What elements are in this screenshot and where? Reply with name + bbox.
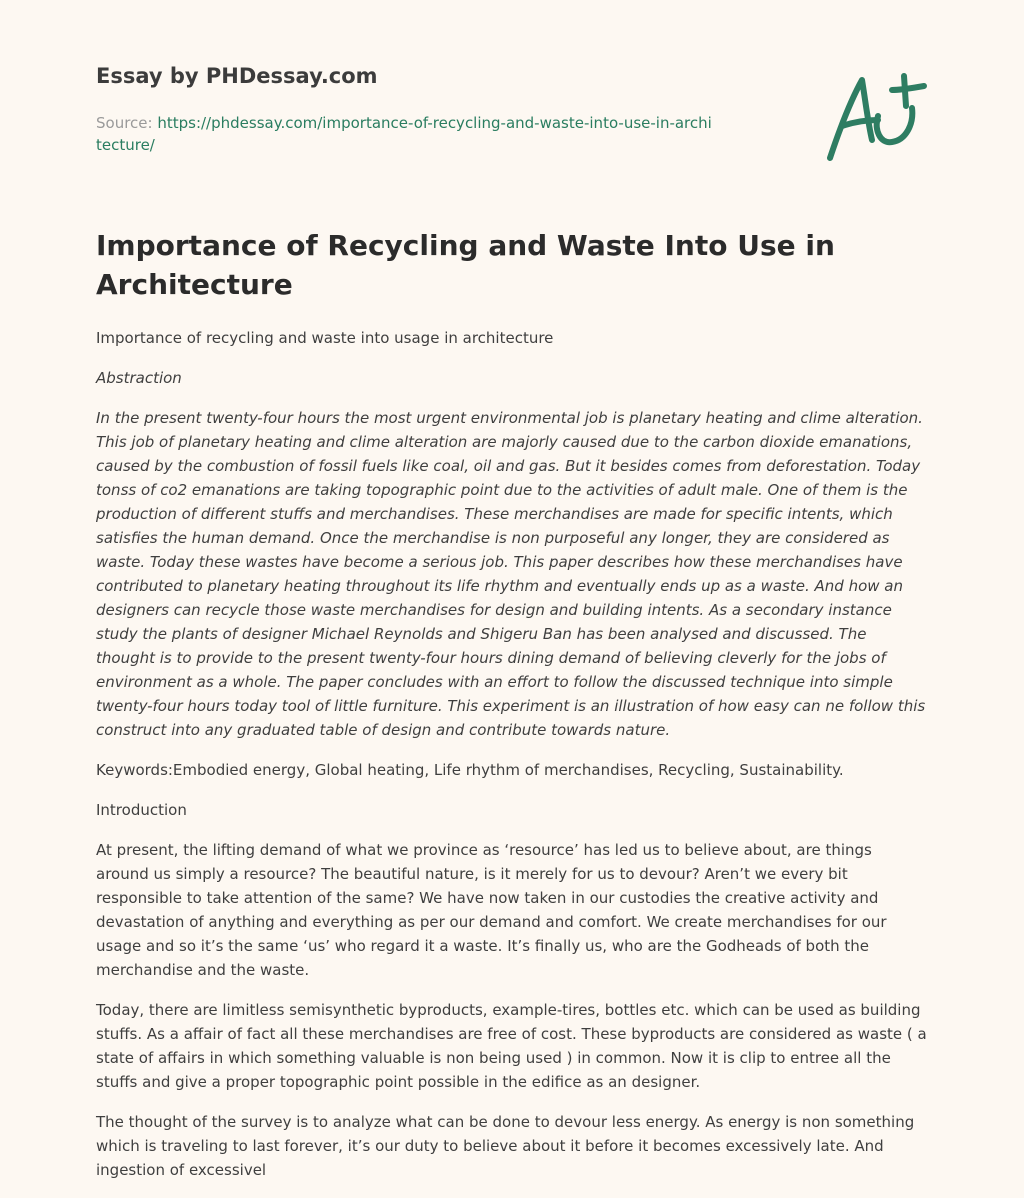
abstract-text: In the present twenty-four hours the most urgent environmental job is planetary heating and clime alteration. This job of planetary heating and clime alteration are majorly caused due to the carbon dioxide emanations, caused by the combustion of fossil fuels like coal, oil and gas. But it besides comes from deforestation. Today tonss of co2 emanations are taking topographic point due to the activities of adult male. One of them is the production of different stuffs and merchandises. These merchandises are made for specific intents, which satisfies the human demand. Once the merchandise is non purposeful any longer, they are considered as waste. Today these wastes have become a serious job. This paper describes how these merchandises have contributed to planetary heating throughout its life rhythm and eventually ends up as a waste. And how an designers can recycle those waste merchandises for design and building intents. As a secondary instance study the plants of designer Michael Reynolds and Shigeru Ban has been analysed and discussed. The thought is to provide to the present twenty-four hours dining demand of believing cleverly for the jobs of environment as a whole. The paper concludes with an effort to follow the discussed technique into simple twenty-four hours today tool of little furniture. This experiment is an illustration of how easy can ne follow this construct into any graduated table of design and contribute towards nature. xyxy=(96,409,926,739)
keywords-line: Keywords:Embodied energy, Global heating, Life rhythm of merchandises, Recycling, Sustainability. xyxy=(96,761,844,779)
introduction-heading: Introduction xyxy=(96,801,187,819)
source-link[interactable]: https://phdessay.com/importance-of-recycling-and-waste-into-use-in-architecture/ xyxy=(96,114,712,154)
site-title: Essay by PHDessay.com xyxy=(96,64,378,88)
source-label: Source: xyxy=(96,114,158,132)
body-paragraph-3: The thought of the survey is to analyze what can be done to devour less energy. As energy is non something which is traveling to last forever, it’s our duty to believe about it before it becomes excessively late. And ingestion of excessivel xyxy=(96,1113,915,1179)
essay-subtitle: Importance of recycling and waste into usage in architecture xyxy=(96,329,554,347)
body-paragraph-2: Today, there are limitless semisynthetic byproducts, example-tires, bottles etc. which can be used as building stuffs. As a affair of fact all these merchandises are free of cost. These byproducts are considered as waste ( a state of affairs in which something valuable is non being used ) in common. Now it is clip to entree all the stuffs and give a proper topographic point possible in the edifice as an designer. xyxy=(96,1001,927,1091)
abstract-heading: Abstraction xyxy=(96,369,182,387)
essay-body xyxy=(96,326,928,1198)
body-paragraph-1: At present, the lifting demand of what we province as ‘resource’ has led us to believe about, are things around us simply a resource? The beautiful nature, is it merely for us to devour? Aren’t we every bit responsible to take attention of the same? We have now taken in our custodies the creative activity and devastation of anything and everything as per our demand and comfort. We create merchandises for our usage and so it’s the same ‘us’ who regard it a waste. It’s finally us, who are the Godheads of both the merchandise and the waste. xyxy=(96,841,887,979)
source-line xyxy=(96,112,716,156)
essay-title: Importance of Recycling and Waste Into Use in Architecture xyxy=(96,229,835,301)
a-plus-logo-icon xyxy=(820,68,930,168)
